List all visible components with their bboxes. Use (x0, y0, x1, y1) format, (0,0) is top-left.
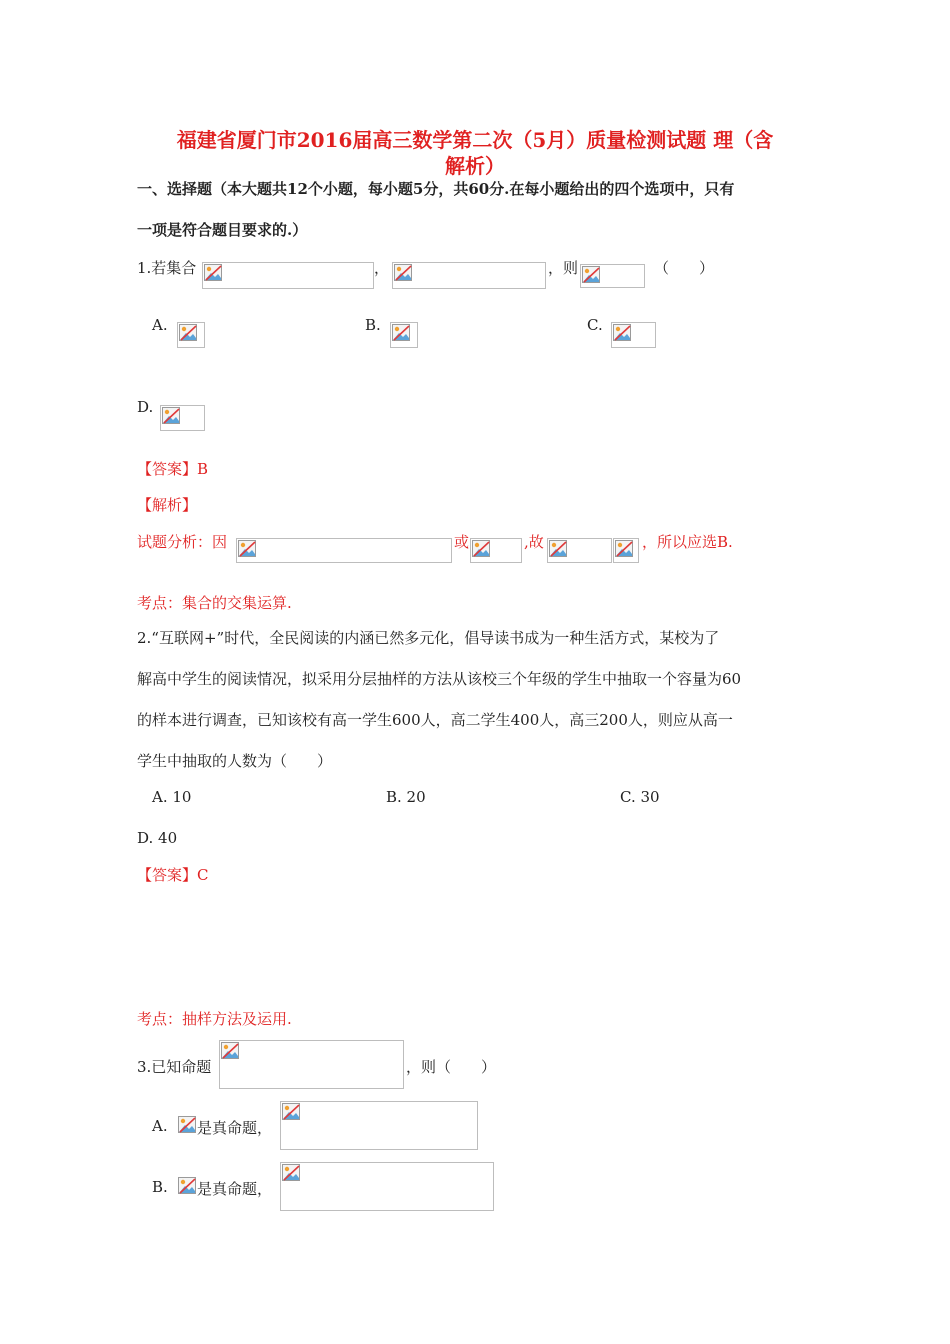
section-heading-line2: 一项是符合题目要求的.） (137, 221, 308, 239)
q3-option-a-text: 是真命题， (197, 1119, 273, 1137)
q1-option-a-image (177, 322, 205, 348)
q2-text-line3: 的样本进行调查，已知该校有高一学生600人，高二学生400人，高三200人，则应从高一 (137, 711, 733, 729)
q1-analysis-heading: 【解析】 (137, 496, 198, 514)
q3-option-b-symbol-image (177, 1176, 197, 1198)
q1-answer: 【答案】B (137, 460, 209, 478)
broken-image-icon (394, 264, 412, 281)
q1-answer-paren: （ ） (654, 259, 715, 277)
q3-option-a-label: A. (152, 1117, 168, 1135)
q2-option-d: D. 40 (137, 829, 178, 847)
q3-option-b-formula-image (280, 1162, 494, 1211)
broken-image-icon (615, 540, 633, 557)
broken-image-icon (392, 324, 410, 341)
broken-image-icon (221, 1042, 239, 1059)
q1-set-b-formula-image (392, 262, 546, 289)
q2-text-line1: 2.“互联网+”时代，全民阅读的内涵已然多元化，倡导读书成为一种生活方式，某校为了 (137, 629, 720, 647)
q1-analysis-formula-image-2 (470, 538, 522, 563)
q3-option-a-formula-image (280, 1101, 478, 1150)
q2-option-c: C. 30 (620, 788, 660, 806)
q1-analysis-or: 或 (454, 533, 470, 551)
q3-option-b-label: B. (152, 1178, 168, 1196)
q2-text-line4: 学生中抽取的人数为（ ） (137, 752, 333, 770)
q1-option-b-label: B. (365, 316, 381, 334)
q2-text-line2: 解高中学生的阅读情况，拟采用分层抽样的方法从该校三个年级的学生中抽取一个容量为60 (137, 670, 742, 688)
q1-option-a-label: A. (152, 316, 168, 334)
q1-set-a-formula-image (202, 262, 374, 289)
broken-image-icon (178, 1116, 196, 1133)
broken-image-icon (204, 264, 222, 281)
broken-image-icon (472, 540, 490, 557)
broken-image-icon (582, 266, 600, 283)
q2-answer: 【答案】C (137, 866, 209, 884)
q3-prefix: 3.已知命题 (137, 1058, 212, 1076)
broken-image-icon (162, 407, 180, 424)
q1-analysis-formula-image-1 (236, 538, 452, 563)
broken-image-icon (238, 540, 256, 557)
q2-kaodian: 考点：抽样方法及运用. (137, 1010, 292, 1028)
page-title: 福建省厦门市2016届高三数学第二次（5月）质量检测试题 理（含 (176, 128, 774, 152)
q3-proposition-formula-image (219, 1040, 404, 1089)
q2-option-b: B. 20 (386, 788, 426, 806)
q1-kaodian: 考点：集合的交集运算. (137, 594, 292, 612)
q1-then: ，则 (548, 259, 579, 277)
q1-option-d-label: D. (137, 398, 154, 416)
q1-analysis-formula-image-3 (547, 538, 612, 563)
broken-image-icon (613, 324, 631, 341)
q1-option-c-image (611, 322, 656, 348)
q3-option-a-symbol-image (177, 1115, 197, 1137)
broken-image-icon (282, 1103, 300, 1120)
q1-question-formula-image (580, 264, 645, 288)
q3-option-b-text: 是真命题， (197, 1180, 273, 1198)
q1-analysis-prefix: 试题分析：因 (137, 533, 228, 551)
q1-analysis-end: ，所以应选B. (642, 533, 733, 551)
section-heading-line1: 一、选择题（本大题共12个小题，每小题5分，共60分.在每小题给出的四个选项中，只有 (137, 180, 735, 198)
broken-image-icon (179, 324, 197, 341)
q1-option-b-image (390, 322, 418, 348)
q1-analysis-formula-image-4 (613, 538, 639, 563)
q1-option-c-label: C. (587, 316, 603, 334)
broken-image-icon (178, 1177, 196, 1194)
q1-prefix: 1.若集合 (137, 259, 197, 277)
page-title-continued: 解析） (445, 154, 505, 178)
q1-comma: ， (374, 259, 390, 277)
broken-image-icon (549, 540, 567, 557)
q3-then: ，则（ ） (406, 1058, 497, 1076)
q2-option-a: A. 10 (152, 788, 192, 806)
q1-analysis-so: ,故 (524, 533, 544, 551)
broken-image-icon (282, 1164, 300, 1181)
q1-option-d-image (160, 405, 205, 431)
